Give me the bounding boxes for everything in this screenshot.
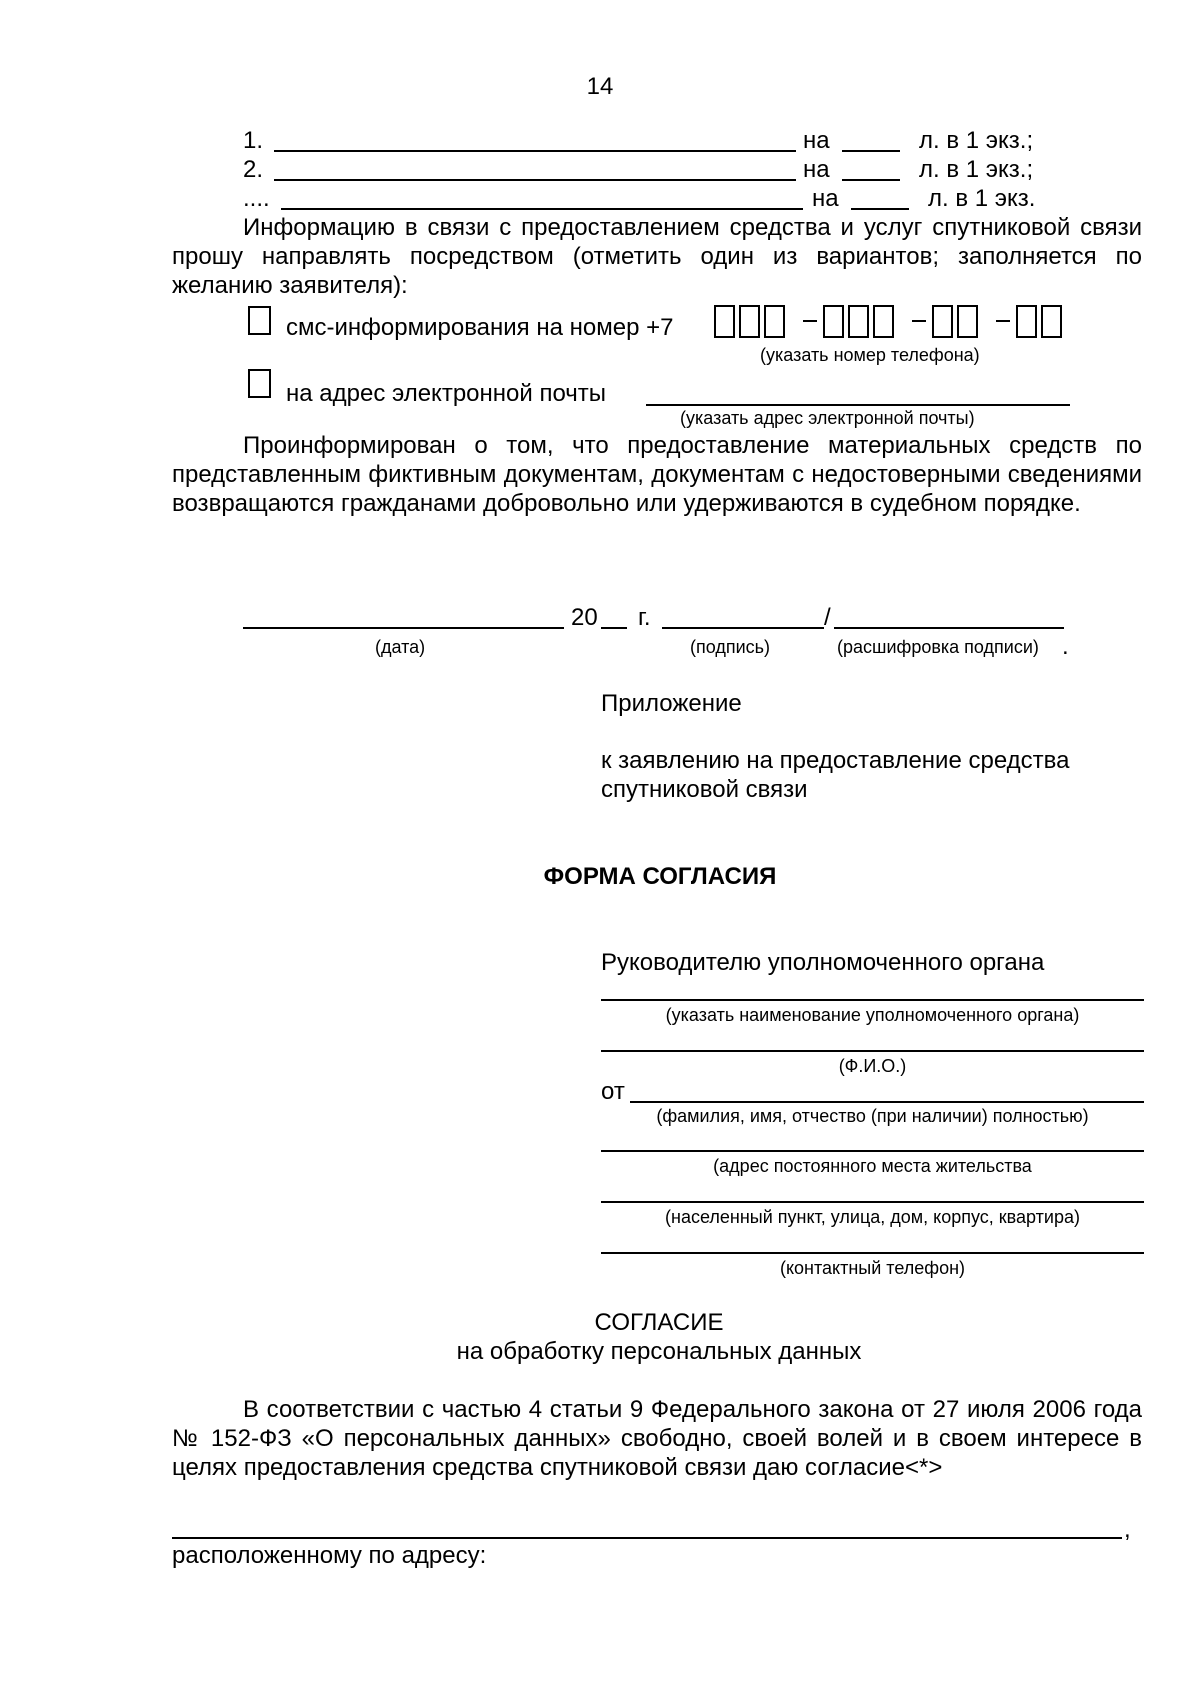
email-option-label: на адрес электронной почты: [286, 380, 607, 407]
recipient-field[interactable]: [172, 1537, 1122, 1539]
consent-paragraph: В соответствии с частью 4 статьи 9 Федерального закона от 27 июля 2006 года № 152-ФЗ «О персональных данных» свободно, своей волей и в своем интересе в целях предоставления средства спутниковой связи даю согласие<*>: [172, 1396, 1142, 1481]
phone-contact-caption: (контактный телефон): [779, 1258, 966, 1278]
info-paragraph: Информацию в связи с предоставлением средства и услуг спутниковой связи прошу направлять посредством (отметить один из вариантов; заполняется по желанию заявителя):: [172, 214, 1142, 299]
form-title: ФОРМА СОГЛАСИЯ: [543, 863, 777, 890]
consent-title: СОГЛАСИЕ: [594, 1309, 724, 1336]
enclosure-pages-field[interactable]: [842, 150, 900, 152]
enclosure-na: на: [803, 127, 830, 154]
org-name-field[interactable]: [601, 999, 1144, 1001]
signature-caption: (подпись): [690, 637, 771, 657]
sms-option-label: смс-информирования на номер +7: [286, 314, 674, 341]
enclosure-suffix: л. в 1 экз.;: [919, 127, 1034, 154]
decoding-caption: (расшифровка подписи): [837, 637, 1039, 657]
signature-decoding-field[interactable]: [834, 627, 1064, 629]
enclosure-name-field[interactable]: [274, 179, 796, 181]
phone-caption: (указать номер телефона): [760, 345, 980, 365]
address-caption: (адрес постоянного места жительства: [713, 1156, 1032, 1176]
address-label: расположенному по адресу:: [172, 1542, 487, 1569]
page-number: 14: [586, 73, 614, 100]
fullname-caption: (фамилия, имя, отчество (при наличии) полностью): [656, 1106, 1089, 1126]
enclosure-number: 2.: [243, 156, 264, 183]
email-field[interactable]: [646, 404, 1070, 406]
signature-separator: /: [824, 604, 831, 631]
phone-field[interactable]: [601, 1252, 1144, 1254]
addressee-heading: Руководителю уполномоченного органа: [601, 949, 1045, 976]
appendix-subtitle: к заявлению на предоставление средства спутниковой связи: [601, 747, 1070, 803]
fio-caption: (Ф.И.О.): [838, 1056, 907, 1076]
from-label: от: [601, 1078, 625, 1105]
date-field[interactable]: [243, 627, 564, 629]
decoding-end-dot: .: [1062, 633, 1069, 660]
enclosure-suffix: л. в 1 экз.;: [919, 156, 1034, 183]
fullname-field[interactable]: [630, 1101, 1144, 1103]
recipient-comma: ,: [1124, 1516, 1131, 1543]
email-checkbox[interactable]: [248, 369, 271, 398]
address-field[interactable]: [601, 1150, 1144, 1152]
enclosure-pages-field[interactable]: [842, 179, 900, 181]
enclosure-na: на: [812, 185, 839, 212]
fio-field[interactable]: [601, 1050, 1144, 1052]
enclosure-suffix: л. в 1 экз.: [928, 185, 1036, 212]
signature-field[interactable]: [662, 627, 824, 629]
email-caption: (указать адрес электронной почты): [680, 408, 975, 428]
address-caption-2: (населенный пункт, улица, дом, корпус, квартира): [665, 1207, 1080, 1227]
date-caption: (дата): [375, 637, 426, 657]
enclosure-number: 1.: [243, 127, 264, 154]
enclosure-number: ....: [243, 185, 270, 212]
year-field[interactable]: [601, 627, 627, 629]
enclosure-name-field[interactable]: [274, 150, 796, 152]
appendix-title: Приложение: [601, 690, 742, 717]
consent-subtitle: на обработку персональных данных: [456, 1338, 862, 1365]
enclosure-na: на: [803, 156, 830, 183]
enclosure-pages-field[interactable]: [851, 208, 909, 210]
informed-paragraph: Проинформирован о том, что предоставление материальных средств по представленным фиктивным документам, документам с недостоверными сведениями возвращаются гражданами добровольно или удерживаются в судебном порядке.: [172, 432, 1142, 517]
year-prefix: 20: [571, 604, 598, 631]
year-suffix: г.: [638, 604, 651, 631]
address-field-2[interactable]: [601, 1201, 1144, 1203]
org-caption: (указать наименование уполномоченного органа): [665, 1005, 1080, 1025]
sms-checkbox[interactable]: [248, 306, 271, 335]
enclosure-name-field[interactable]: [281, 208, 803, 210]
